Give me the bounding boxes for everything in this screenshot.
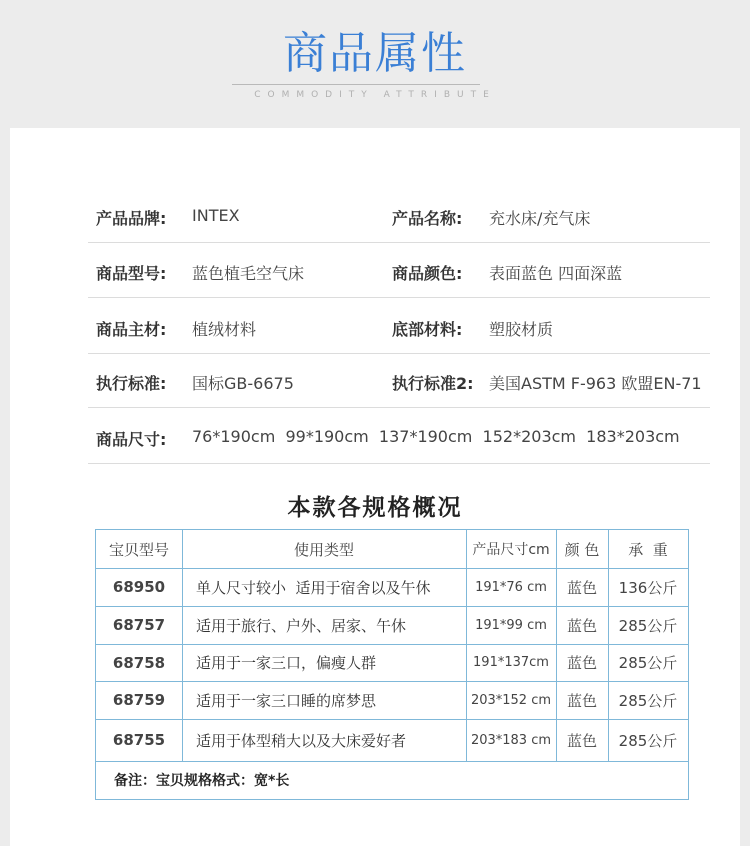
table-cell-model: 68759 xyxy=(112,691,166,709)
table-cell-color: 蓝色 xyxy=(566,731,597,750)
attr-row-model xyxy=(88,243,710,298)
table-cell-size: 203*183 cm xyxy=(470,732,552,748)
table-cell-size: 203*152 cm xyxy=(470,692,552,708)
table-cell-color: 蓝色 xyxy=(566,654,597,672)
attr-label: 商品尺寸: xyxy=(96,430,167,449)
table-cell-usage: 适用于体型稍大以及大床爱好者 xyxy=(196,731,407,750)
table-cell-color: 蓝色 xyxy=(566,616,597,635)
attr-label: 执行标准2: xyxy=(392,374,474,393)
spec-title: 本款各规格概况 xyxy=(287,495,463,521)
table-cell-model: 68757 xyxy=(112,616,166,634)
spec-table xyxy=(95,529,689,800)
attr-label: 商品型号: xyxy=(96,264,167,283)
content-panel xyxy=(10,128,740,846)
attr-value: 国标GB-6675 xyxy=(192,374,294,393)
table-cell-load: 285公斤 xyxy=(618,654,678,672)
attr-label: 商品主材: xyxy=(96,320,167,339)
table-cell-model: 68758 xyxy=(112,653,166,672)
table-cell-usage: 适用于一家三口睡的席梦思 xyxy=(196,691,377,710)
table-cell-size: 191*137cm xyxy=(473,655,549,670)
table-cell-usage: 适用于旅行、户外、居家、午休 xyxy=(196,616,407,635)
table-cell-model: 68755 xyxy=(112,731,166,749)
attr-row-brand xyxy=(88,188,710,243)
attr-label: 产品名称: xyxy=(392,209,463,228)
attr-value: 蓝色植毛空气床 xyxy=(192,264,305,283)
table-cell-usage: 适用于一家三口，偏瘦人群 xyxy=(196,654,377,672)
table-header-cell: 宝贝型号 xyxy=(108,540,169,559)
table-cell-load: 136公斤 xyxy=(618,578,678,597)
attr-label: 底部材料: xyxy=(392,320,463,339)
attr-label: 商品颜色: xyxy=(392,264,463,283)
table-cell-usage: 单人尺寸较小 适用于宿舍以及午休 xyxy=(196,578,431,597)
table-cell-load: 285公斤 xyxy=(618,691,678,710)
attr-label: 产品品牌: xyxy=(96,209,167,228)
table-header-cell: 颜 色 xyxy=(564,540,600,559)
attr-value: 植绒材料 xyxy=(192,320,257,339)
attr-row-size xyxy=(88,409,710,464)
title-divider xyxy=(232,84,480,85)
table-cell-size: 191*76 cm xyxy=(475,579,547,595)
table-cell-color: 蓝色 xyxy=(566,691,597,710)
page-subtitle: COMMODITY ATTRIBUTE xyxy=(254,90,496,100)
attr-row-standard xyxy=(88,353,710,408)
attr-row-material xyxy=(88,299,710,354)
attr-value: 表面蓝色 四面深蓝 xyxy=(489,264,623,283)
attr-value: INTEX xyxy=(192,206,240,225)
attr-value: 充水床/充气床 xyxy=(489,209,591,228)
attr-value: 塑胶材质 xyxy=(489,320,554,339)
table-cell-size: 191*99 cm xyxy=(475,617,547,633)
attr-value: 美国ASTM F-963 欧盟EN-71 xyxy=(489,374,702,393)
attr-label: 执行标准: xyxy=(96,374,167,393)
table-cell-color: 蓝色 xyxy=(566,578,597,597)
table-divider xyxy=(96,761,688,762)
attr-value: 76*190cm 99*190cm 137*190cm 152*203cm 183*203cm xyxy=(192,427,680,446)
table-header-cell: 承 重 xyxy=(628,540,668,559)
table-cell-model: 68950 xyxy=(112,578,166,596)
table-header-cell: 使用类型 xyxy=(293,540,354,559)
page-title: 商品属性 xyxy=(283,28,467,79)
table-header-cell: 产品尺寸cm xyxy=(472,542,550,558)
table-cell-load: 285公斤 xyxy=(618,616,678,635)
table-cell-load: 285公斤 xyxy=(618,731,678,750)
table-note: 备注：宝贝规格格式：宽*长 xyxy=(114,773,290,789)
header xyxy=(0,0,750,128)
